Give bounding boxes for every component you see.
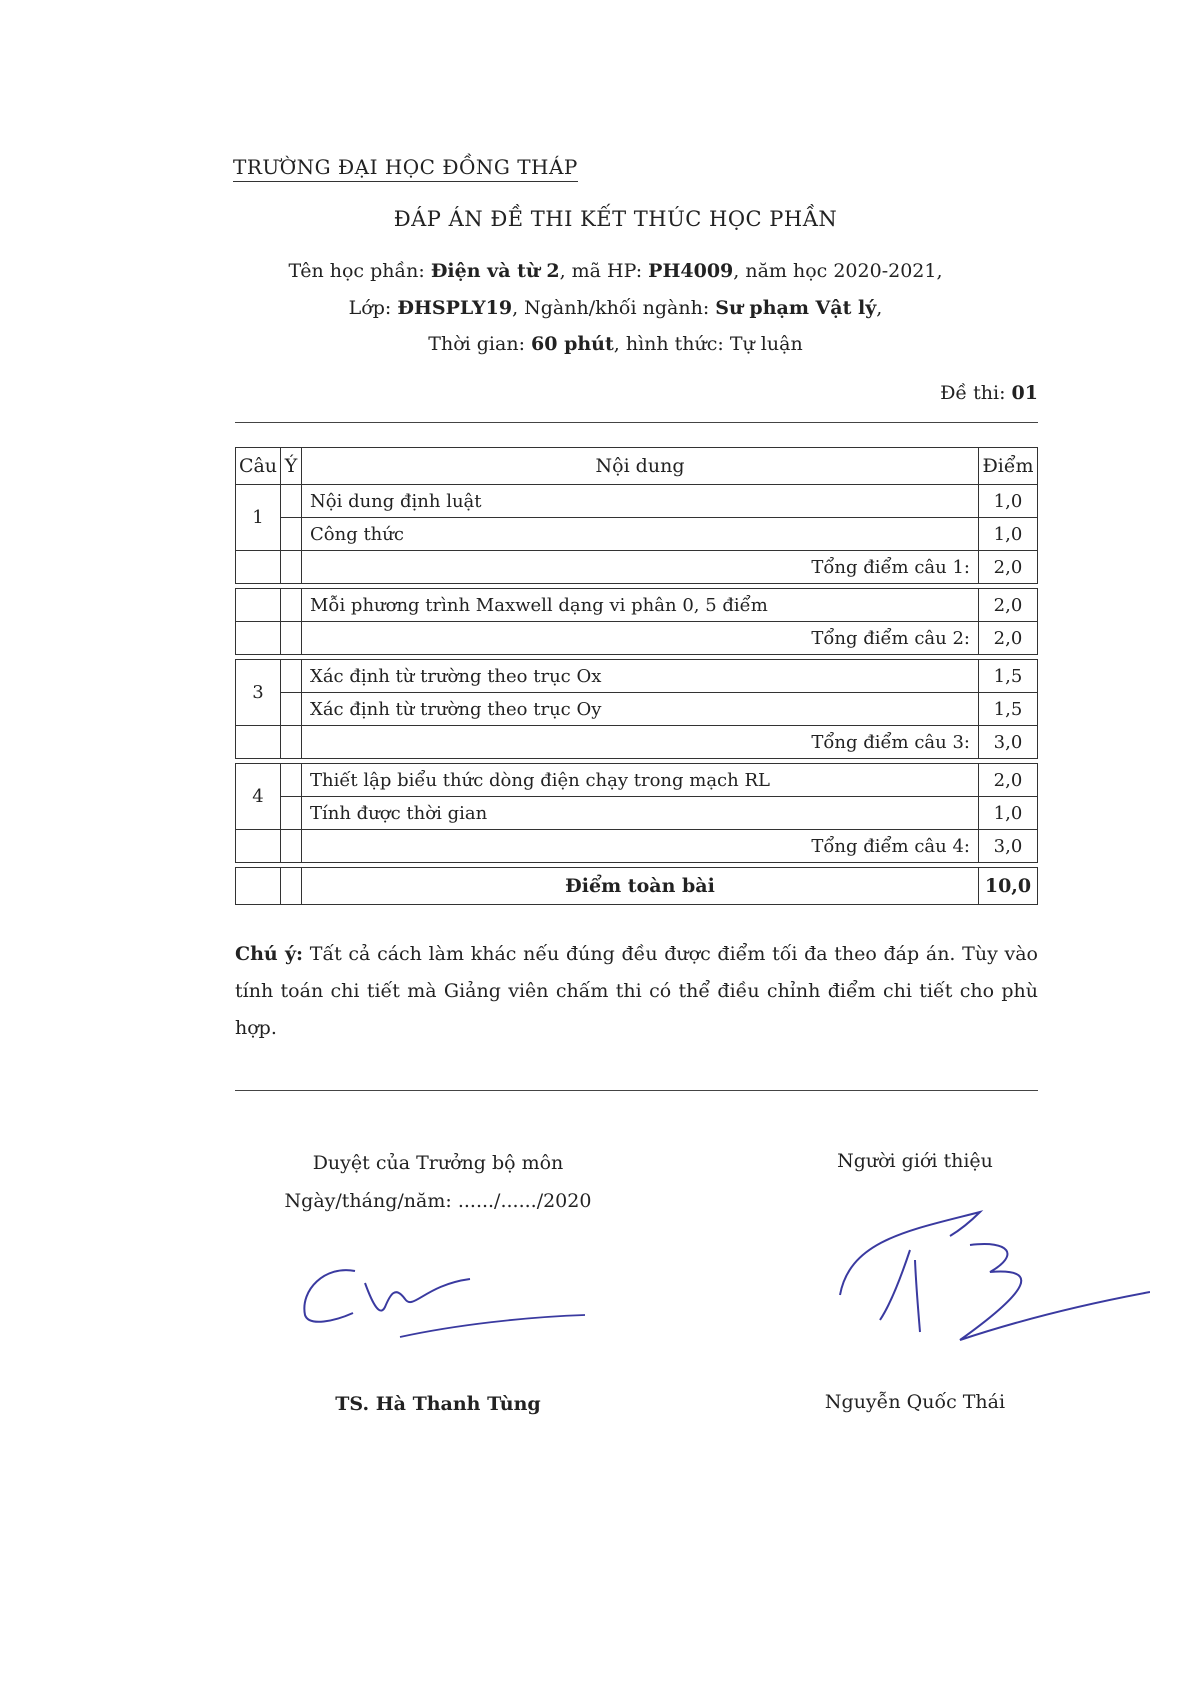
- note-text: Tất cả cách làm khác nếu đúng đều được điểm tối đa theo đáp án. Tùy vào tính toán chi tiết mà Giảng viên chấm thi có thể điều chỉnh điểm chi tiết cho phù hợp.: [235, 943, 1038, 1039]
- answer-table: [235, 447, 1038, 905]
- right-signer-title: Người giới thiệu: [837, 1150, 993, 1172]
- total-label: Tổng điểm câu 4:: [302, 830, 979, 863]
- sub-item: [281, 485, 302, 518]
- row-score: 2,0: [979, 589, 1038, 622]
- row-score: 1,0: [979, 797, 1038, 830]
- empty-cell: [281, 622, 302, 655]
- row-score: 1,0: [979, 485, 1038, 518]
- table-row: [236, 485, 1038, 518]
- school-year: , năm học 2020-2021,: [733, 260, 943, 282]
- exam-number-value: 01: [1011, 382, 1038, 404]
- left-signer-title: Duyệt của Trưởng bộ môn: [312, 1152, 564, 1174]
- table-row: [236, 693, 1038, 726]
- note-label: Chú ý:: [235, 943, 304, 965]
- row-content: Nội dung định luật: [302, 485, 979, 518]
- table-row: [236, 589, 1038, 622]
- empty-cell: [236, 551, 281, 584]
- sub-item: [281, 518, 302, 551]
- time-info-line: [0, 333, 1191, 355]
- note-paragraph: [235, 936, 1038, 1047]
- total-row: [236, 622, 1038, 655]
- row-content: Xác định từ trường theo trục Ox: [302, 660, 979, 693]
- signature-stroke: [880, 1250, 910, 1320]
- header-y: Ý: [281, 448, 302, 485]
- time-value: 60 phút: [531, 333, 614, 355]
- row-content: Tính được thời gian: [302, 797, 979, 830]
- row-score: 2,0: [979, 764, 1038, 797]
- table-row: [236, 764, 1038, 797]
- total-score: 2,0: [979, 551, 1038, 584]
- final-score-value: 10,0: [979, 868, 1038, 905]
- total-score: 3,0: [979, 830, 1038, 863]
- header-cau: Câu: [236, 448, 281, 485]
- header-content: Nội dung: [302, 448, 979, 485]
- row-content: Thiết lập biểu thức dòng điện chạy trong mạch RL: [302, 764, 979, 797]
- school-name: TRƯỜNG ĐẠI HỌC ĐỒNG THÁP: [233, 155, 578, 182]
- row-score: 1,5: [979, 660, 1038, 693]
- empty-cell: [281, 726, 302, 759]
- question-number: 4: [236, 764, 281, 830]
- form-label: , hình thức: Tự luận: [613, 333, 803, 355]
- final-score-row: [236, 868, 1038, 905]
- right-signer-name: Nguyễn Quốc Thái: [824, 1391, 1006, 1413]
- total-score: 3,0: [979, 726, 1038, 759]
- question-number: [236, 589, 281, 622]
- left-signer-date: Ngày/tháng/năm: ....../....../2020: [284, 1190, 592, 1212]
- sub-item: [281, 660, 302, 693]
- course-name: Điện và từ 2: [430, 260, 560, 282]
- course-code: PH4009: [648, 260, 734, 282]
- signature-stroke: [304, 1270, 355, 1322]
- total-row: [236, 726, 1038, 759]
- major-label: , Ngành/khối ngành:: [512, 297, 710, 319]
- exam-label: Đề thi:: [940, 382, 1006, 404]
- right-signature: [820, 1200, 1150, 1350]
- document-title: ĐÁP ÁN ĐỀ THI KẾT THÚC HỌC PHẦN: [393, 207, 838, 231]
- total-label: Tổng điểm câu 2:: [302, 622, 979, 655]
- row-content: Mỗi phương trình Maxwell dạng vi phân 0, 5 điểm: [302, 589, 979, 622]
- total-label: Tổng điểm câu 3:: [302, 726, 979, 759]
- row-score: 1,0: [979, 518, 1038, 551]
- major-tail: ,: [876, 297, 883, 319]
- table-row: [236, 660, 1038, 693]
- left-signer-name: TS. Hà Thanh Tùng: [335, 1393, 541, 1415]
- course-info-line: [0, 260, 1191, 282]
- sub-item: [281, 589, 302, 622]
- total-score: 2,0: [979, 622, 1038, 655]
- signature-stroke: [960, 1244, 1150, 1340]
- empty-cell: [236, 726, 281, 759]
- time-label: Thời gian:: [428, 333, 525, 355]
- empty-cell: [281, 551, 302, 584]
- signature-stroke: [365, 1279, 470, 1311]
- course-label: Tên học phần:: [288, 260, 425, 282]
- header-score: Điểm: [979, 448, 1038, 485]
- signature-stroke: [915, 1260, 920, 1332]
- major-name: Sư phạm Vật lý: [715, 297, 877, 319]
- final-score-label: Điểm toàn bài: [302, 868, 979, 905]
- row-content: Công thức: [302, 518, 979, 551]
- question-number: 3: [236, 660, 281, 726]
- row-content: Xác định từ trường theo trục Oy: [302, 693, 979, 726]
- row-score: 1,5: [979, 693, 1038, 726]
- class-info-line: [0, 297, 1191, 319]
- class-name: ĐHSPLY19: [397, 297, 513, 319]
- empty-cell: [236, 868, 281, 905]
- empty-cell: [236, 830, 281, 863]
- signature-stroke: [840, 1212, 980, 1295]
- empty-cell: [281, 868, 302, 905]
- sub-item: [281, 693, 302, 726]
- table-row: [236, 518, 1038, 551]
- empty-cell: [236, 622, 281, 655]
- signature-stroke: [400, 1315, 585, 1337]
- question-number: 1: [236, 485, 281, 551]
- left-signature: [295, 1255, 595, 1355]
- code-label: , mã HP:: [559, 260, 643, 282]
- class-label: Lớp:: [348, 297, 392, 319]
- top-divider: [235, 422, 1038, 423]
- table-row: [236, 797, 1038, 830]
- total-label: Tổng điểm câu 1:: [302, 551, 979, 584]
- table-header-row: [236, 448, 1038, 485]
- sub-item: [281, 764, 302, 797]
- total-row: [236, 551, 1038, 584]
- empty-cell: [281, 830, 302, 863]
- sub-item: [281, 797, 302, 830]
- total-row: [236, 830, 1038, 863]
- bottom-divider: [235, 1090, 1038, 1091]
- exam-number: [940, 382, 1038, 404]
